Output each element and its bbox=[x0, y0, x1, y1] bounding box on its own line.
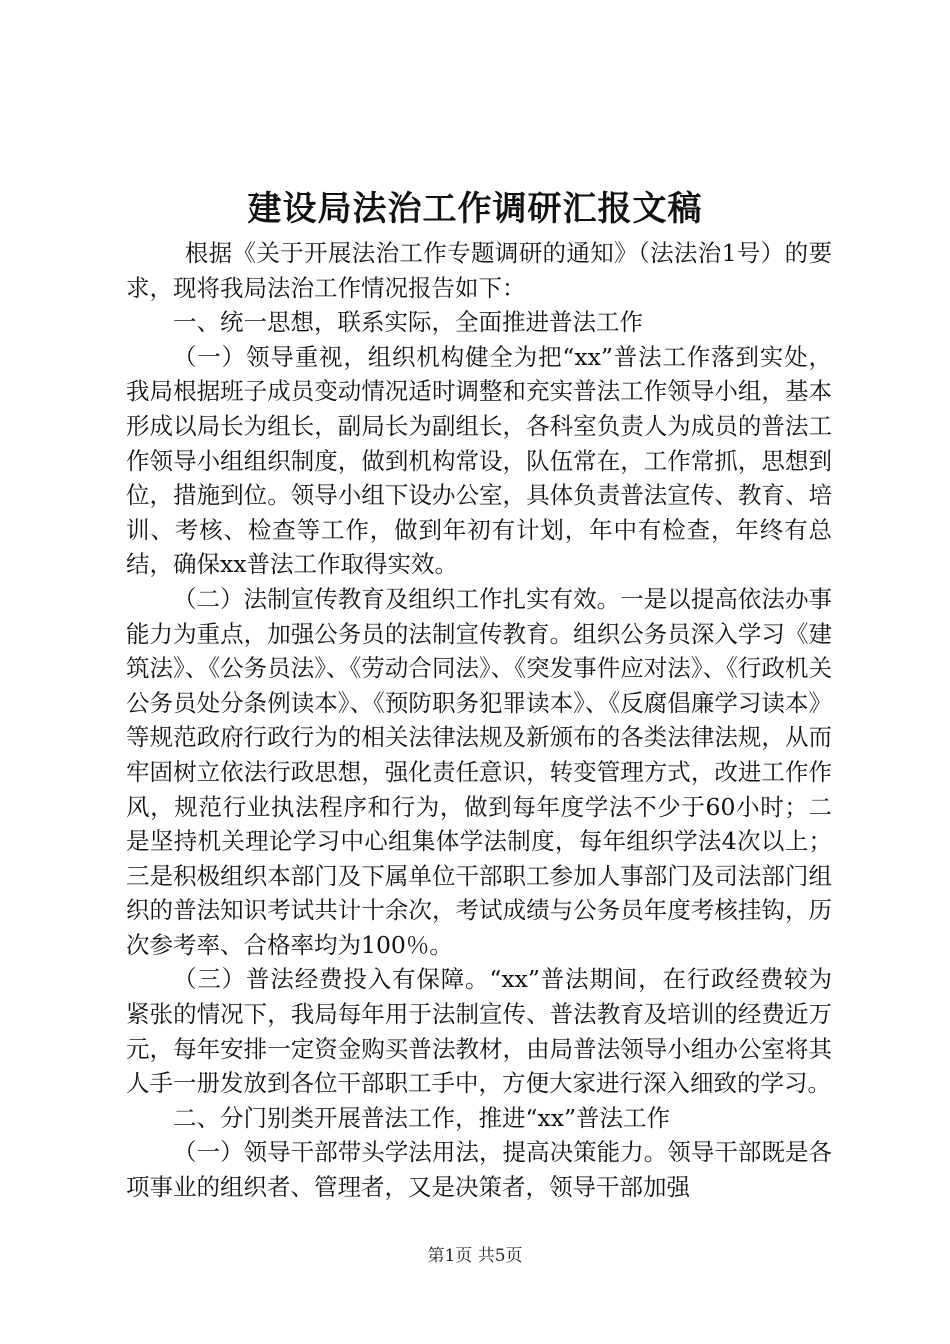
document-title: 建设局法治工作调研汇报文稿 bbox=[247, 189, 703, 229]
paragraph-intro: 根据《关于开展法治工作专题调研的通知》（法法治1号）的要求，现将我局法治工作情况报告如下： bbox=[126, 239, 832, 302]
section-heading-2: 二、分门别类开展普法工作，推进“xx”普法工作 bbox=[173, 1103, 671, 1132]
section-heading-1: 一、统一思想，联系实际，全面推进普法工作 bbox=[173, 308, 643, 337]
paragraph-1-3: （三）普法经费投入有保障。“xx”普法期间，在行政经费较为紧张的情况下，我局每年用于法制宣传、普法教育及培训的经费近万元，每年安排一定资金购买普法教材，由局普法领导小组办公室将其人手一册发放到各位干部职工手中，方便大家进行深入细致的学习。 bbox=[126, 965, 832, 1098]
paragraph-1-1: （一）领导重视，组织机构健全为把“xx”普法工作落到实处，我局根据班子成员变动情况适时调整和充实普法工作领导小组，基本形成以局长为组长，副局长为副组长，各科室负责人为成员的普法工作领导小组组织制度，做到机构常设，队伍常在，工作常抓，思想到位，措施到位。领导小组下设办公室，具体负责普法宣传、教育、培训、考核、检查等工作，做到年初有计划，年中有检查，年终有总结，确保xx普法工作取得实效。 bbox=[126, 342, 832, 579]
document-body bbox=[126, 236, 832, 1205]
paragraph-2-1: （一）领导干部带头学法用法，提高决策能力。领导干部既是各项事业的组织者、管理者，又是决策者，领导干部加强 bbox=[126, 1138, 832, 1202]
page-footer: 第1页 共5页 bbox=[427, 1246, 523, 1266]
paragraph-1-2: （二）法制宣传教育及组织工作扎实有效。一是以提高依法办事能力为重点，加强公务员的法制宣传教育。组织公务员深入学习《建筑法》、《公务员法》、《劳动合同法》、《突发事件应对法》、《行政机关公务员处分条例读本》、《预防职务犯罪读本》、《反腐倡廉学习读本》等规范政府行政行为的相关法律法规及新颁布的各类法律法规，从而牢固树立依法行政思想，强化责任意识，转变管理方式，改进工作作风，规范行业执法程序和行为，做到每年度学法不少于60小时；二是坚持机关理论学习中心组集体学法制度，每年组织学法4次以上；三是积极组织本部门及下属单位干部职工参加人事部门及司法部门组织的普法知识考试共计十余次，考试成绩与公务员年度考核挂钩，历次参考率、合格率均为100％。 bbox=[126, 584, 832, 959]
